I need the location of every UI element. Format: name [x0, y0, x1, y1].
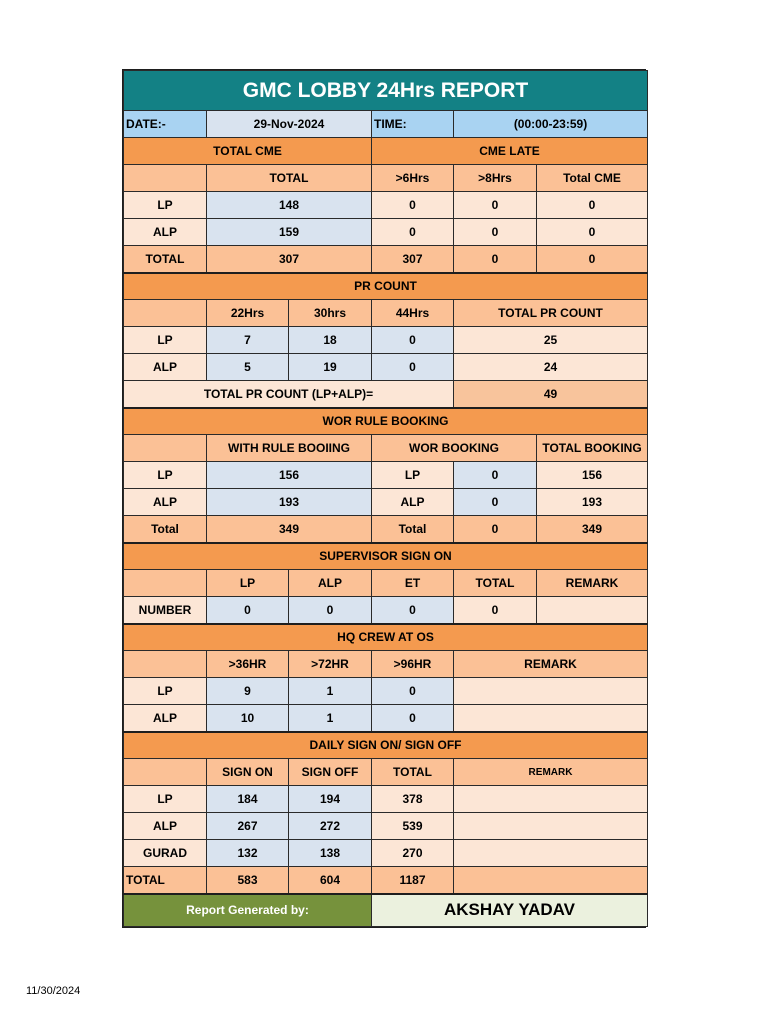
- daily-total-value: 270: [372, 840, 454, 867]
- hq-col-remark: REMARK: [454, 651, 648, 678]
- cme-8hrs-value: 0: [454, 192, 537, 219]
- pr-grand-total-label: TOTAL PR COUNT (LP+ALP)=: [124, 381, 454, 408]
- cme-6hrs-value: 307: [372, 246, 454, 273]
- row-label: LP: [124, 327, 207, 354]
- daily-sign-off-value: 138: [289, 840, 372, 867]
- wor-col-total-booking: TOTAL BOOKING: [537, 435, 648, 462]
- report-generated-label: Report Generated by:: [124, 894, 372, 927]
- daily-remark-value: [454, 867, 648, 894]
- pr-total-value: 25: [454, 327, 648, 354]
- row-label: ALP: [124, 705, 207, 732]
- table-row: [124, 354, 648, 381]
- table-row: [124, 192, 648, 219]
- table-row: [124, 246, 648, 273]
- row-label: GURAD: [124, 840, 207, 867]
- pr-col-44hrs: 44Hrs: [372, 300, 454, 327]
- hq-36hr-value: 10: [207, 705, 289, 732]
- hq-96hr-value: 0: [372, 705, 454, 732]
- table-row: [124, 327, 648, 354]
- daily-sign-on-value: 184: [207, 786, 289, 813]
- wor-value: 0: [454, 516, 537, 543]
- wor-corner-cell: [124, 435, 207, 462]
- row-label: LP: [124, 462, 207, 489]
- daily-total-value: 539: [372, 813, 454, 840]
- table-row: [124, 678, 648, 705]
- pr-44hrs-value: 0: [372, 327, 454, 354]
- daily-col-remark: REMARK: [454, 759, 648, 786]
- daily-remark-value: [454, 840, 648, 867]
- wor-row-label: ALP: [372, 489, 454, 516]
- print-date: 11/30/2024: [26, 985, 81, 997]
- hq-remark-value: [454, 705, 648, 732]
- row-label: Total: [124, 516, 207, 543]
- wor-row-label: LP: [372, 462, 454, 489]
- supervisor-col-total: TOTAL: [454, 570, 537, 597]
- supervisor-total-value: 0: [454, 597, 537, 624]
- pr-corner-cell: [124, 300, 207, 327]
- cme-col-total-cme: Total CME: [537, 165, 648, 192]
- daily-total-value: 378: [372, 786, 454, 813]
- pr-22hrs-value: 5: [207, 354, 289, 381]
- wor-total-value: 193: [537, 489, 648, 516]
- pr-col-total: TOTAL PR COUNT: [454, 300, 648, 327]
- row-label: LP: [124, 786, 207, 813]
- cme-col-total: TOTAL: [207, 165, 372, 192]
- table-row: [124, 867, 648, 894]
- cme-col-6hrs: >6Hrs: [372, 165, 454, 192]
- cme-total-cme-value: 0: [537, 246, 648, 273]
- daily-sign-on-value: 132: [207, 840, 289, 867]
- table-row: [124, 516, 648, 543]
- time-value: (00:00-23:59): [454, 111, 648, 138]
- table-row: [124, 489, 648, 516]
- cme-total-value: 307: [207, 246, 372, 273]
- report-title: GMC LOBBY 24Hrs REPORT: [124, 71, 648, 111]
- cme-total-cme-value: 0: [537, 219, 648, 246]
- cme-total-value: 148: [207, 192, 372, 219]
- table-row: [124, 705, 648, 732]
- supervisor-remark-value: [537, 597, 648, 624]
- supervisor-lp-value: 0: [207, 597, 289, 624]
- wor-row-label: Total: [372, 516, 454, 543]
- total-cme-heading: TOTAL CME: [124, 138, 372, 165]
- cme-late-heading: CME LATE: [372, 138, 648, 165]
- daily-sign-off-value: 604: [289, 867, 372, 894]
- cme-8hrs-value: 0: [454, 246, 537, 273]
- row-label: TOTAL: [124, 867, 207, 894]
- daily-total-value: 1187: [372, 867, 454, 894]
- hq-remark-value: [454, 678, 648, 705]
- row-label: ALP: [124, 813, 207, 840]
- pr-grand-total-value: 49: [454, 381, 648, 408]
- hq-col-72hr: >72HR: [289, 651, 372, 678]
- row-label: ALP: [124, 219, 207, 246]
- pr-22hrs-value: 7: [207, 327, 289, 354]
- daily-sign-on-value: 583: [207, 867, 289, 894]
- row-label: ALP: [124, 489, 207, 516]
- cme-total-value: 159: [207, 219, 372, 246]
- supervisor-corner-cell: [124, 570, 207, 597]
- wor-col-with-rule: WITH RULE BOOIING: [207, 435, 372, 462]
- daily-sign-off-value: 272: [289, 813, 372, 840]
- daily-col-sign-off: SIGN OFF: [289, 759, 372, 786]
- time-label: TIME:: [372, 111, 454, 138]
- supervisor-col-et: ET: [372, 570, 454, 597]
- pr-count-heading: PR COUNT: [124, 273, 648, 300]
- wor-with-rule-value: 156: [207, 462, 372, 489]
- wor-col-wor-booking: WOR BOOKING: [372, 435, 537, 462]
- table-row: [124, 840, 648, 867]
- cme-8hrs-value: 0: [454, 219, 537, 246]
- table-row: [124, 219, 648, 246]
- cme-total-cme-value: 0: [537, 192, 648, 219]
- supervisor-heading: SUPERVISOR SIGN ON: [124, 543, 648, 570]
- hq-col-36hr: >36HR: [207, 651, 289, 678]
- daily-sign-on-value: 267: [207, 813, 289, 840]
- row-label: LP: [124, 678, 207, 705]
- date-value: 29-Nov-2024: [207, 111, 372, 138]
- daily-col-sign-on: SIGN ON: [207, 759, 289, 786]
- cme-corner-cell: [124, 165, 207, 192]
- daily-sign-heading: DAILY SIGN ON/ SIGN OFF: [124, 732, 648, 759]
- daily-remark-value: [454, 786, 648, 813]
- pr-total-value: 24: [454, 354, 648, 381]
- cme-6hrs-value: 0: [372, 192, 454, 219]
- row-label: NUMBER: [124, 597, 207, 624]
- hq-72hr-value: 1: [289, 678, 372, 705]
- daily-sign-off-value: 194: [289, 786, 372, 813]
- table-row: [124, 462, 648, 489]
- pr-col-30hrs: 30hrs: [289, 300, 372, 327]
- report-table: [123, 70, 648, 927]
- wor-value: 0: [454, 489, 537, 516]
- pr-col-22hrs: 22Hrs: [207, 300, 289, 327]
- supervisor-col-remark: REMARK: [537, 570, 648, 597]
- supervisor-col-lp: LP: [207, 570, 289, 597]
- pr-30hrs-value: 18: [289, 327, 372, 354]
- wor-total-value: 156: [537, 462, 648, 489]
- daily-col-total: TOTAL: [372, 759, 454, 786]
- hq-col-96hr: >96HR: [372, 651, 454, 678]
- report-generated-name: AKSHAY YADAV: [372, 894, 648, 927]
- cme-6hrs-value: 0: [372, 219, 454, 246]
- supervisor-alp-value: 0: [289, 597, 372, 624]
- table-row: [124, 813, 648, 840]
- report-sheet: [122, 69, 646, 928]
- hq-corner-cell: [124, 651, 207, 678]
- daily-remark-value: [454, 813, 648, 840]
- wor-with-rule-value: 193: [207, 489, 372, 516]
- supervisor-col-alp: ALP: [289, 570, 372, 597]
- daily-corner-cell: [124, 759, 207, 786]
- wor-total-value: 349: [537, 516, 648, 543]
- row-label: ALP: [124, 354, 207, 381]
- row-label: TOTAL: [124, 246, 207, 273]
- hq-72hr-value: 1: [289, 705, 372, 732]
- hq-crew-heading: HQ CREW AT OS: [124, 624, 648, 651]
- date-label: DATE:-: [124, 111, 207, 138]
- pr-30hrs-value: 19: [289, 354, 372, 381]
- table-row: [124, 597, 648, 624]
- wor-value: 0: [454, 462, 537, 489]
- row-label: LP: [124, 192, 207, 219]
- hq-96hr-value: 0: [372, 678, 454, 705]
- pr-44hrs-value: 0: [372, 354, 454, 381]
- table-row: [124, 786, 648, 813]
- cme-col-8hrs: >8Hrs: [454, 165, 537, 192]
- wor-booking-heading: WOR RULE BOOKING: [124, 408, 648, 435]
- supervisor-et-value: 0: [372, 597, 454, 624]
- hq-36hr-value: 9: [207, 678, 289, 705]
- wor-with-rule-value: 349: [207, 516, 372, 543]
